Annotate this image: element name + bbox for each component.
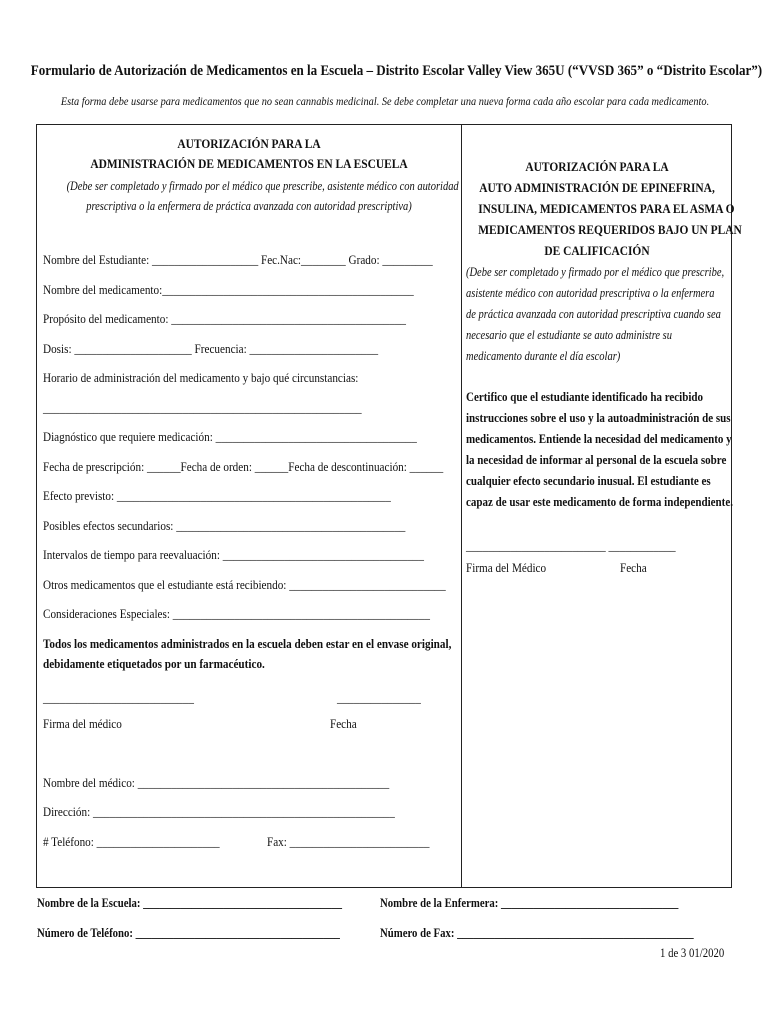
right-heading-3: INSULINA, MEDICAMENTOS PARA EL ASMA O <box>478 201 735 216</box>
right-note-1: (Debe ser completado y firmado por el médico que prescribe, <box>466 265 725 279</box>
certify-line-1: Certifico que el estudiante identificado ha recibido <box>466 390 704 404</box>
right-date-label: Fecha <box>620 560 647 575</box>
certify-line-6: capaz de usar este medicamento de forma independiente. <box>466 495 733 509</box>
certify-line-3: medicamentos. Entiende la necesidad del medicamento y <box>466 432 732 446</box>
phone-field[interactable]: # Teléfono: ______________________ <box>43 834 220 849</box>
right-note-5: medicamento durante el día escolar) <box>466 349 621 363</box>
right-note-3: de práctica avanzada con autoridad prescriptiva cuando sea <box>466 307 721 321</box>
dates-field[interactable]: Fecha de prescripción: ______Fecha de orden: ______Fecha de descontinuación: ______ <box>43 459 444 474</box>
column-divider <box>461 124 462 888</box>
fax-number-field[interactable]: Número de Fax: ____________________________________________ <box>380 926 694 940</box>
schedule-field[interactable]: _________________________________________________________ <box>43 400 362 415</box>
certify-line-2: instrucciones sobre el uso y la autoadministración de sus <box>466 411 731 425</box>
doctor-date-line[interactable]: _______________ <box>337 690 421 705</box>
form-title: Formulario de Autorización de Medicamentos en la Escuela – Distrito Escolar Valley View 365U (“VVSD 365” o “Distrito Escolar”) <box>30 63 763 79</box>
right-signature-label: Firma del Médico <box>466 560 547 575</box>
phone-number-field[interactable]: Número de Teléfono: ______________________________________ <box>37 926 340 940</box>
special-considerations-field[interactable]: Consideraciones Especiales: ______________________________________________ <box>43 606 430 621</box>
doctor-name-field[interactable]: Nombre del médico: _____________________________________________ <box>43 775 390 790</box>
nurse-name-field[interactable]: Nombre de la Enfermera: _________________________________ <box>380 896 679 910</box>
left-note-2: prescriptiva o la enfermera de práctica avanzada con autoridad prescriptiva) <box>86 199 412 213</box>
reevaluation-field[interactable]: Intervalos de tiempo para reevaluación: ____________________________________ <box>43 547 424 562</box>
medication-purpose-field[interactable]: Propósito del medicamento: __________________________________________ <box>43 311 407 326</box>
dose-frequency-field[interactable]: Dosis: _____________________ Frecuencia: _______________________ <box>43 341 379 356</box>
schedule-label: Horario de administración del medicamento y bajo qué circunstancias: <box>43 370 359 385</box>
right-heading-4: MEDICAMENTOS REQUERIDOS BAJO UN PLAN <box>478 222 742 237</box>
other-medications-field[interactable]: Otros medicamentos que el estudiante está recibiendo: ____________________________ <box>43 577 446 592</box>
certify-line-4: la necesidad de informar al personal de la escuela sobre <box>466 453 727 467</box>
right-note-4: necesario que el estudiante se auto administre su <box>466 328 673 342</box>
school-name-field[interactable]: Nombre de la Escuela: _____________________________________ <box>37 896 342 910</box>
side-effects-field[interactable]: Posibles efectos secundarios: _________________________________________ <box>43 518 406 533</box>
medication-name-field[interactable]: Nombre del medicamento:_____________________________________________ <box>43 282 414 297</box>
student-name-field[interactable]: Nombre del Estudiante: ___________________ Fec.Nac:________ Grado: _________ <box>43 252 433 267</box>
expected-effect-field[interactable]: Efecto previsto: _________________________________________________ <box>43 488 391 503</box>
diagnosis-field[interactable]: Diagnóstico que requiere medicación: ____________________________________ <box>43 429 417 444</box>
right-heading-5: DE CALIFICACIÓN <box>544 243 650 258</box>
doctor-signature-label: Firma del médico <box>43 716 122 731</box>
left-heading-1: AUTORIZACIÓN PARA LA <box>177 136 321 151</box>
right-heading-2: AUTO ADMINISTRACIÓN DE EPINEFRINA, <box>479 180 715 195</box>
right-signature-line[interactable]: _________________________ ____________ <box>466 538 676 553</box>
page-number: 1 de 3 01/2020 <box>660 946 725 960</box>
address-field[interactable]: Dirección: ______________________________________________________ <box>43 804 395 819</box>
form-subtitle: Esta forma debe usarse para medicamentos que no sean cannabis medicinal. Se debe completar una nueva forma cada año escolar para cada medicamento. <box>60 94 710 108</box>
left-note-1: (Debe ser completado y firmado por el médico que prescribe, asistente médico con autoridad <box>66 179 459 193</box>
right-heading-1: AUTORIZACIÓN PARA LA <box>525 159 669 174</box>
right-note-2: asistente médico con autoridad prescriptiva o la enfermera <box>466 286 715 300</box>
doctor-date-label: Fecha <box>330 716 357 731</box>
notice-line-1: Todos los medicamentos administrados en la escuela deben estar en el envase original, <box>43 636 452 651</box>
notice-line-2: debidamente etiquetados por un farmacéutico. <box>43 656 265 671</box>
doctor-signature-line[interactable]: ___________________________ <box>43 690 194 705</box>
left-heading-2: ADMINISTRACIÓN DE MEDICAMENTOS EN LA ESCUELA <box>90 156 408 171</box>
certify-line-5: cualquier efecto secundario inusual. El estudiante es <box>466 474 711 488</box>
fax-field[interactable]: Fax: _________________________ <box>267 834 430 849</box>
